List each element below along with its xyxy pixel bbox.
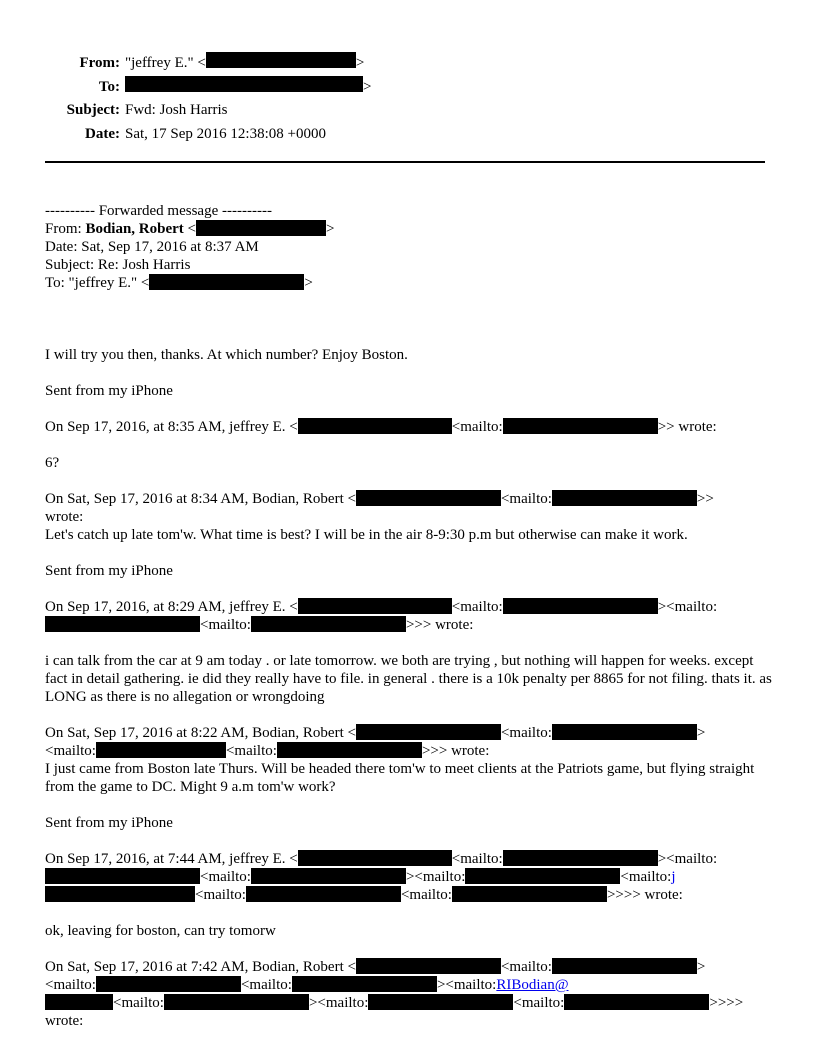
angle-close: > xyxy=(696,959,706,975)
mailto-text: ><mailto: xyxy=(657,851,718,867)
wrote-line: wrote: xyxy=(45,1013,84,1029)
angle-close: >> xyxy=(696,491,714,507)
sent-from-iphone: Sent from my iPhone xyxy=(45,383,173,399)
fwd-from-prefix: From: xyxy=(45,221,86,237)
mailto-text: ><mailto: xyxy=(405,869,466,885)
mailto-text: <mailto: xyxy=(45,743,96,759)
email-link-fragment[interactable]: j xyxy=(671,869,676,885)
redaction-block xyxy=(552,958,697,974)
redaction-block xyxy=(356,724,501,740)
redaction-block xyxy=(552,490,697,506)
mailto-text: ><mailto: xyxy=(436,977,497,993)
redaction-block xyxy=(356,958,501,974)
redaction-block xyxy=(298,598,452,614)
date-label: Date: xyxy=(85,125,120,142)
fwd-from-name: Bodian, Robert xyxy=(85,221,184,237)
quote-intro: On Sep 17, 2016, at 8:29 AM, jeffrey E. < xyxy=(45,599,298,615)
quote-intro: On Sat, Sep 17, 2016 at 7:42 AM, Bodian, Robert < xyxy=(45,959,356,975)
email-header xyxy=(40,52,371,146)
header-from-row xyxy=(40,52,371,76)
wrote-text: >>> wrote: xyxy=(405,617,474,633)
email-link[interactable]: RIBodian@ xyxy=(496,977,569,993)
quote-header-continued xyxy=(45,616,775,634)
quote-intro: On Sat, Sep 17, 2016 at 8:22 AM, Bodian, Robert < xyxy=(45,725,356,741)
angle-close: >>>> xyxy=(709,995,744,1011)
redaction-block xyxy=(96,742,226,758)
mailto-text: ><mailto: xyxy=(308,995,369,1011)
redaction-block xyxy=(368,994,513,1010)
mailto-text: <mailto: xyxy=(451,599,503,615)
date-value: Sat, 17 Sep 2016 12:38:08 +0000 xyxy=(125,125,326,142)
mailto-text: <mailto: xyxy=(400,887,452,903)
quote-header xyxy=(45,850,775,868)
fwd-to-prefix: To: "jeffrey E." < xyxy=(45,275,150,291)
sent-from-iphone: Sent from my iPhone xyxy=(45,563,173,579)
angle-close: > xyxy=(326,221,335,237)
mailto-text: <mailto: xyxy=(513,995,565,1011)
angle-close: > xyxy=(304,275,313,291)
redaction-block xyxy=(564,994,709,1010)
wrote-text: >> wrote: xyxy=(657,419,717,435)
message-paragraph: I just came from Boston late Thurs. Will be headed there tom'w to meet clients at the Patriots game, but flying straight from the game to DC. Might 9 a.m tom'w work? xyxy=(45,761,755,795)
mailto-text: <mailto: xyxy=(620,869,672,885)
fwd-date-line: Date: Sat, Sep 17, 2016 at 8:37 AM xyxy=(45,239,259,255)
mailto-text: <mailto: xyxy=(225,743,277,759)
mailto-text: <mailto: xyxy=(45,977,96,993)
redaction-block xyxy=(292,976,437,992)
redaction-block xyxy=(251,616,406,632)
mailto-text: ><mailto: xyxy=(657,599,718,615)
mailto-text: <mailto: xyxy=(200,869,251,885)
redaction-block xyxy=(45,616,200,632)
forward-divider: ---------- Forwarded message ---------- xyxy=(45,203,272,219)
message-paragraph: 6? xyxy=(45,455,60,471)
quote-header xyxy=(45,958,775,976)
sent-from-iphone: Sent from my iPhone xyxy=(45,815,173,831)
subject-label: Subject: xyxy=(66,102,120,118)
mailto-text: <mailto: xyxy=(200,617,251,633)
quote-header-continued xyxy=(45,994,775,1012)
quote-header-continued xyxy=(45,868,775,886)
header-to-row xyxy=(40,76,371,100)
mailto-text: <mailto: xyxy=(500,959,552,975)
fwd-subject-line: Subject: Re: Josh Harris xyxy=(45,257,191,273)
header-date-row xyxy=(40,123,371,147)
message-paragraph: ok, leaving for boston, can try tomorw xyxy=(45,923,276,939)
from-value: "jeffrey E." < xyxy=(125,55,206,71)
mailto-text: <mailto: xyxy=(195,887,246,903)
quote-header-continued xyxy=(45,886,775,904)
redaction-block xyxy=(465,868,620,884)
quote-header-continued xyxy=(45,976,775,994)
redaction-block xyxy=(452,886,607,902)
redaction-block xyxy=(298,418,452,434)
mailto-text: <mailto: xyxy=(451,419,503,435)
message-paragraph: Let's catch up late tom'w. What time is best? I will be in the air 8-9:30 p.m but otherwise can make it work. xyxy=(45,527,688,543)
redaction-block xyxy=(277,742,422,758)
redaction-block xyxy=(503,850,658,866)
mailto-text: <mailto: xyxy=(500,491,552,507)
header-divider xyxy=(45,161,765,163)
email-body xyxy=(45,202,775,1030)
redaction-block xyxy=(164,994,309,1010)
quote-intro: On Sat, Sep 17, 2016 at 8:34 AM, Bodian, Robert < xyxy=(45,491,356,507)
angle-close: > xyxy=(696,725,706,741)
quote-intro: On Sep 17, 2016, at 7:44 AM, jeffrey E. < xyxy=(45,851,298,867)
quote-header xyxy=(45,598,775,616)
from-label: From: xyxy=(79,55,120,71)
redaction-block xyxy=(246,886,401,902)
wrote-text: >>>> wrote: xyxy=(606,887,683,903)
redaction-block xyxy=(503,418,658,434)
mailto-text: <mailto: xyxy=(451,851,503,867)
redaction-block xyxy=(356,490,501,506)
header-subject-row xyxy=(40,99,371,123)
redaction-block xyxy=(251,868,406,884)
subject-value: Fwd: Josh Harris xyxy=(125,102,228,118)
redaction-block xyxy=(45,994,113,1010)
mailto-text: <mailto: xyxy=(113,995,164,1011)
mailto-text: <mailto: xyxy=(240,977,292,993)
redaction-block xyxy=(196,220,326,236)
fwd-to-line xyxy=(45,274,775,292)
redaction-block xyxy=(552,724,697,740)
wrote-text: >>> wrote: xyxy=(421,743,490,759)
quote-header xyxy=(45,724,775,742)
redaction-block xyxy=(96,976,241,992)
message-paragraph: i can talk from the car at 9 am today . or late tomorrow. we both are trying , but nothing will happen for weeks. except fact in detail gathering. ie did they really have to file. in general . there is a 10k penalty per 8865 for not filing. thats it. as LONG as there is no allegation or wrongdoing xyxy=(45,653,772,705)
mailto-text: <mailto: xyxy=(500,725,552,741)
redaction-block xyxy=(45,886,195,902)
quote-intro: On Sep 17, 2016, at 8:35 AM, jeffrey E. < xyxy=(45,419,298,435)
quote-header xyxy=(45,490,775,508)
redaction-block xyxy=(503,598,658,614)
redaction-block xyxy=(125,76,363,92)
fwd-from-line xyxy=(45,220,775,238)
to-label: To: xyxy=(98,78,120,95)
angle-close: > xyxy=(355,55,365,71)
angle-open: < xyxy=(183,221,196,237)
message-paragraph: I will try you then, thanks. At which number? Enjoy Boston. xyxy=(45,347,408,363)
redaction-block xyxy=(45,868,200,884)
angle-close: > xyxy=(363,78,372,95)
redaction-block xyxy=(206,52,356,68)
quote-header xyxy=(45,418,775,436)
wrote-line: wrote: xyxy=(45,509,84,525)
redaction-block xyxy=(298,850,452,866)
quote-header-continued xyxy=(45,742,775,760)
redaction-block xyxy=(149,274,304,290)
